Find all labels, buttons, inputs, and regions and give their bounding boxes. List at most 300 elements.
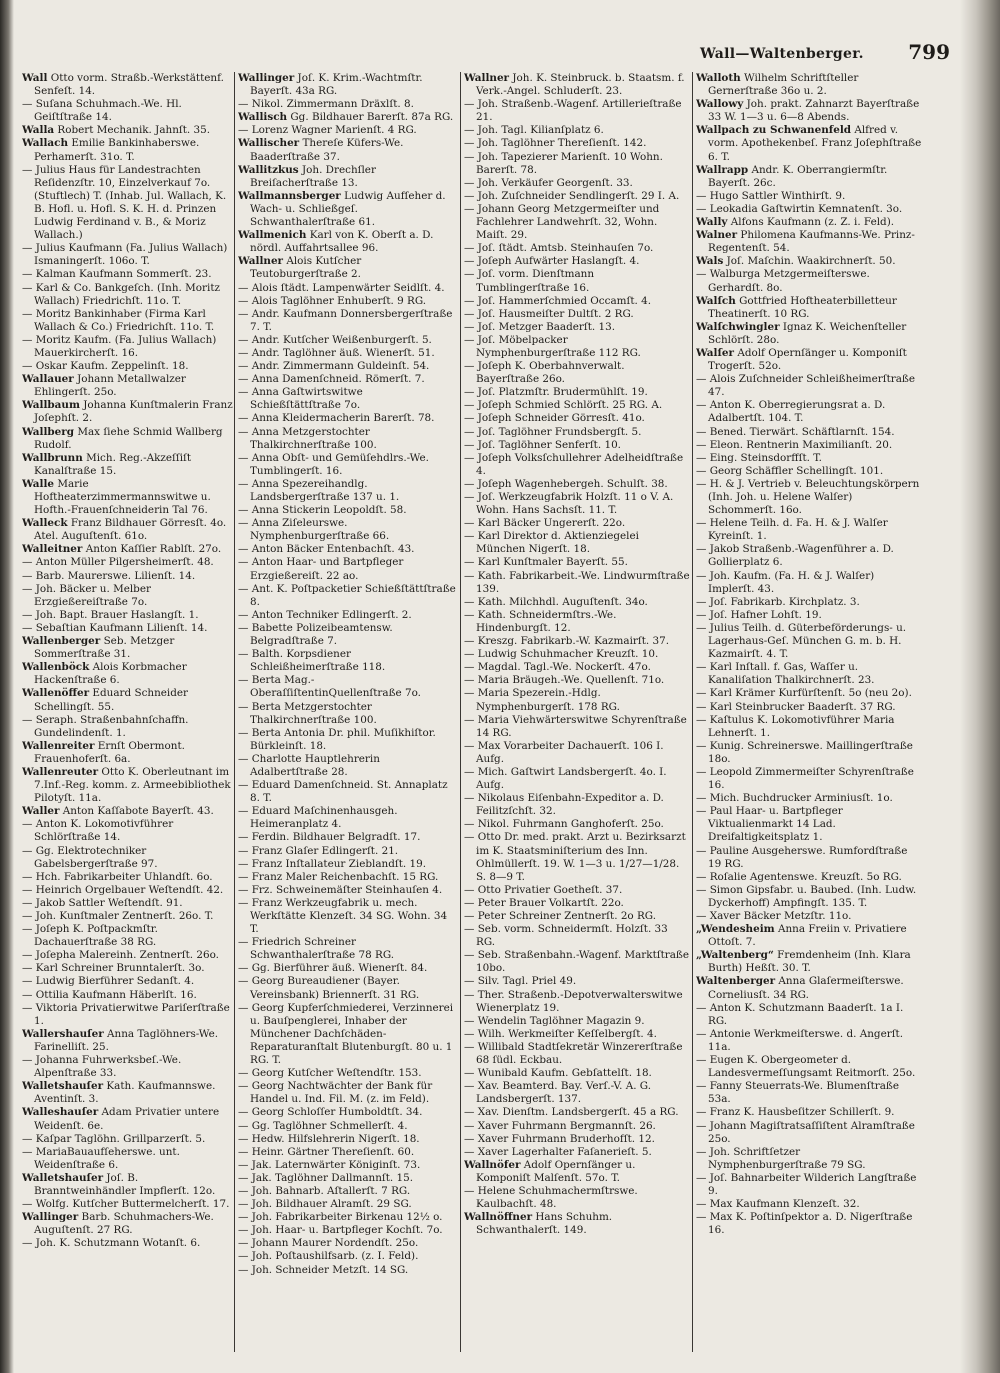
directory-entry	[22, 164, 234, 243]
entry-text: — Maria Viehwärterswitwe Schyrenſtraße 14 RG.	[464, 713, 687, 739]
directory-entry	[464, 295, 690, 308]
directory-entry	[464, 1120, 690, 1133]
directory-entry	[238, 1185, 456, 1198]
entry-surname: Wallisch	[238, 111, 288, 124]
entry-text: — Kaſtulus K. Lokomotivführer Maria Lehnerſt. 1.	[696, 713, 895, 739]
directory-entry	[696, 203, 922, 216]
directory-entry	[22, 923, 234, 949]
entry-surname: Walletshauſer	[22, 1080, 104, 1093]
entry-surname: Wallenreiter	[22, 739, 95, 752]
entry-text: — Johann Maurer Nordendſt. 25o.	[238, 1237, 419, 1250]
entry-text: — Joſ. Taglöhner Senferſt. 10.	[464, 438, 621, 451]
directory-entry	[464, 478, 690, 491]
entry-text: — Joh. Bäcker u. Melber Erzgießereiſtraße 7o.	[22, 582, 151, 608]
directory-entry	[238, 308, 456, 334]
directory-entry	[696, 845, 922, 871]
entry-text: — Anna Stickerin Leopoldſt. 58.	[238, 504, 407, 517]
entry-text: — Frz. Schweinemäſter Steinhauſen 4.	[238, 883, 443, 896]
directory-entry	[464, 740, 690, 766]
directory-entry	[238, 1172, 456, 1185]
directory-entry	[22, 1028, 234, 1054]
directory-entry	[22, 556, 234, 569]
entry-surname: Wals	[696, 255, 724, 268]
entry-text: Kath. Kaufmannswe. Aventinſt. 3.	[34, 1080, 216, 1106]
directory-entry	[696, 792, 922, 805]
directory-entry	[696, 1028, 922, 1054]
directory-entry	[696, 805, 922, 844]
directory-entry	[238, 779, 456, 805]
directory-entry	[22, 1080, 234, 1106]
entry-surname: Wallberg	[22, 425, 75, 438]
directory-entry	[464, 674, 690, 687]
entry-text: — Joſ. Bahnarbeiter Wilderich Langſtraße 9.	[696, 1171, 917, 1197]
directory-entry	[22, 334, 234, 360]
directory-entry	[464, 98, 690, 124]
directory-entry	[238, 753, 456, 779]
directory-entry	[464, 255, 690, 268]
entry-surname: Wallbrunn	[22, 451, 83, 464]
directory-entry	[464, 596, 690, 609]
directory-entry	[464, 151, 690, 177]
entry-surname: Wallenöffer	[22, 687, 90, 700]
entry-text: — Eduard Damenſchneid. St. Annaplatz 8. T.	[238, 779, 448, 805]
directory-entry	[696, 1120, 922, 1146]
directory-entry	[238, 805, 456, 831]
directory-entry	[696, 1080, 922, 1106]
entry-surname: Wallach	[22, 137, 69, 150]
entry-text: — Babette Polizeibeamtensw. Belgradſtraße 7.	[238, 621, 393, 648]
entry-text: — Heinrich Orgelbauer Weſtendſt. 42.	[22, 883, 224, 896]
entry-text: — Wunibald Kaufm. Gebſattelſt. 18.	[464, 1067, 652, 1080]
directory-entry	[238, 543, 456, 556]
directory-entry	[464, 1067, 690, 1080]
entry-text: — Franz Maler Reichenbachſt. 15 RG.	[238, 870, 439, 883]
directory-column-4	[696, 72, 922, 1362]
directory-entry	[464, 439, 690, 452]
directory-entry	[696, 740, 922, 766]
entry-text: — Maria Spezerein.-Hdlg. Nymphenburgerſt. 178 RG.	[464, 687, 620, 713]
entry-surname: Walner	[696, 229, 738, 242]
directory-entry	[464, 124, 690, 137]
page-header	[700, 40, 950, 68]
entry-surname: Walle	[22, 477, 55, 490]
directory-entry	[696, 543, 922, 569]
directory-entry	[696, 609, 922, 622]
entry-text: — Joſ. Hafner Lohſt. 19.	[696, 608, 822, 621]
directory-entry	[238, 831, 456, 844]
entry-text: — Joſeph K. Oberbahnverwalt. Bayerſtraße 26o.	[464, 360, 625, 386]
entry-text: — Julius Teilh. d. Güterbeförderungs- u. Lagerhaus-Geſ. München G. m. b. H. Kazmairſt. 4. T.	[696, 621, 907, 661]
directory-entry	[464, 714, 690, 740]
entry-text: — Karl Kunſtmaler Bayerſt. 55.	[464, 556, 628, 569]
entry-text: — Ther. Straßenb.-Depotverwalterswitwe Wienerplatz 19.	[464, 988, 683, 1014]
directory-entry	[238, 871, 456, 884]
entry-text: — Anton K. Oberregierungsrat a. D. Adalbertſt. 104. T.	[696, 399, 886, 425]
entry-text: Fremdenheim (Inh. Klara Burth) Heßſt. 30. T.	[708, 949, 911, 975]
entry-text: — Anna Ziſeleurswe. Nymphenburgerſtraße 66.	[238, 517, 390, 543]
directory-entry	[238, 295, 456, 308]
entry-text: — Franz Inſtallateur Zieblandſt. 19.	[238, 857, 427, 870]
directory-entry	[238, 255, 456, 281]
entry-text: Johann Metallwalzer Ehlingerſt. 25o.	[34, 373, 186, 399]
entry-text: — Joſ. Hausmeiſter Dultſt. 2 RG.	[464, 307, 634, 320]
entry-text: — Willibald Stadtſekretär Winzererſtraße 68 ſüdl. Eckbau.	[464, 1040, 683, 1067]
directory-entry	[22, 871, 234, 884]
entry-text: Hans Schuhm. Schwanthalerſt. 149.	[476, 1211, 613, 1237]
directory-entry	[696, 1054, 922, 1080]
entry-text: — Joſeph Schneider Görresſt. 41o.	[464, 412, 645, 425]
entry-text: — Jak. Taglöhner Dallmannſt. 15.	[238, 1171, 414, 1184]
directory-entry	[22, 570, 234, 583]
entry-text: — Karl & Co. Bankgeſch. (Inh. Moritz Wallach) Friedrichſt. 11o. T.	[22, 281, 220, 307]
entry-text: — H. & J. Vertrieb v. Beleuchtungskörpern (Inh. Joh. u. Helene Walſer) Schommerſt. 16o.	[696, 477, 920, 517]
directory-entry	[696, 596, 922, 609]
entry-surname: Wallner	[464, 72, 510, 84]
entry-text: Anton Kaſſabote Bayerſt. 43.	[59, 805, 214, 818]
entry-text: — Andr. Kaufmann Donnersbergerſtraße 7. T.	[238, 307, 453, 333]
entry-text: Otto K. Oberleutnant im 7.Inf.-Reg. komm. z. Armeebibliothek Pilotyſt. 11a.	[34, 765, 231, 805]
directory-entry	[22, 308, 234, 334]
entry-surname: Waller	[22, 805, 60, 818]
entry-text: — Maria Bräugeh.-We. Quellenſt. 71o.	[464, 674, 665, 687]
directory-entry	[464, 399, 690, 412]
entry-surname: Wallischer	[238, 137, 300, 150]
directory-entry	[464, 1028, 690, 1041]
directory-entry	[696, 229, 922, 255]
entry-text: — Otto Privatier Goetheſt. 37.	[464, 883, 623, 896]
entry-surname: Wallershauſer	[22, 1027, 104, 1040]
entry-surname: Wallitzkus	[238, 163, 299, 176]
entry-text: — Max Vorarbeiter Dachauerſt. 106 I. Aufg.	[464, 739, 664, 765]
directory-entry	[696, 1172, 922, 1198]
directory-entry	[238, 190, 456, 229]
directory-entry	[238, 962, 456, 975]
directory-entry	[464, 72, 690, 98]
directory-entry	[238, 845, 456, 858]
directory-entry	[22, 1198, 234, 1211]
entry-text: — Joh. Bapt. Brauer Haslangſt. 1.	[22, 608, 199, 621]
entry-surname: Wallenberger	[22, 635, 101, 648]
entry-text: — Georg Nachtwächter der Bank für Handel u. Ind. Fil. M. (z. im Feld).	[238, 1080, 433, 1106]
directory-entry	[696, 884, 922, 910]
entry-text: — Xaver Bäcker Metzſtr. 11o.	[696, 910, 852, 922]
entry-text: Joſ. B. Branntweinhändler Impflerſt. 12o.	[34, 1171, 216, 1197]
directory-entry	[22, 949, 234, 962]
directory-entry	[464, 949, 690, 975]
directory-entry	[22, 766, 234, 805]
entry-text: — Kath. Schneidermſtrs.-We. Hindenburgſt. 12.	[464, 608, 617, 634]
entry-text: Franz Bildhauer Görresſt. 4o. Atel. Auguſtenſt. 61o.	[34, 517, 227, 543]
entry-surname: Walſer	[696, 346, 735, 359]
entry-text: Adam Privatier untere Weidenſt. 6e.	[34, 1106, 220, 1132]
directory-entry	[238, 111, 456, 124]
directory-entry	[238, 1146, 456, 1159]
directory-entry	[238, 583, 456, 609]
directory-entry	[696, 255, 922, 268]
directory-entry	[464, 1041, 690, 1067]
entry-surname: Wallnöfer	[464, 1158, 521, 1171]
directory-entry	[238, 426, 456, 452]
entry-text: — Julius Kaufmann (Fa. Julius Wallach) Ismaningerſt. 106o. T.	[22, 242, 228, 268]
directory-entry	[696, 399, 922, 425]
entry-text: Joh. prakt. Zahnarzt Bayerſtraße 33 W. 1—3 u. 6—8 Abends.	[708, 98, 920, 124]
entry-text: — Anna Damenſchneid. Römerſt. 7.	[238, 373, 425, 386]
directory-entry	[696, 949, 922, 975]
directory-entry	[464, 426, 690, 439]
entry-surname: Walleck	[22, 517, 68, 530]
directory-entry	[238, 1250, 456, 1263]
directory-entry	[238, 1002, 456, 1067]
entry-text: — Joh. Straßenb.-Wagenf. Artillerieſtraße 21.	[464, 98, 682, 124]
entry-text: — Franz Glaſer Edlingerſt. 21.	[238, 844, 399, 857]
entry-surname: Wallmannsberger	[238, 189, 341, 202]
entry-text: — Seb. Straßenbahn.-Wagenf. Marktſtraße 10bo.	[464, 949, 690, 975]
entry-text: — Joh. Haar- u. Bartpfleger Kochſt. 7o.	[238, 1224, 443, 1237]
entry-surname: Waltenberger	[696, 975, 776, 988]
directory-entry	[464, 334, 690, 360]
entry-text: — Joſ. ſtädt. Amtsb. Steinhauſen 7o.	[464, 242, 654, 255]
directory-entry	[696, 1106, 922, 1119]
page-edge	[960, 0, 1000, 1373]
entry-text: — Karl Schreiner Brunntalerſt. 3o.	[22, 962, 205, 975]
entry-text: — Berta Metzgerstochter Thalkirchnerſtraße 100.	[238, 700, 377, 726]
entry-surname: Wallauer	[22, 373, 74, 386]
directory-entry	[22, 72, 234, 98]
entry-text: — Joſepha Malereinh. Zentnerſt. 26o.	[22, 949, 219, 962]
entry-text: — Mich. Gaſtwirt Landsbergerſt. 4o. I. Aufg.	[464, 765, 667, 792]
entry-text: — Andr. Zimmermann Guldeinſt. 54.	[238, 360, 430, 373]
entry-text: — Joſeph Aufwärter Haslangſt. 4.	[464, 255, 640, 268]
entry-text: — Georg Kupferſchmiederei, Verzinnerei u. Bauſpenglerei, Inhaber der Münchener Dachſchäden-Reparaturanſtalt Blutenburgſt. 80 u. 1 RG. T.	[238, 1001, 454, 1067]
entry-text: — Joſ. Hammerſchmied Occamſt. 4.	[464, 294, 652, 307]
entry-text: — Anna Spezereihandlg. Landsbergerſtraße 137 u. 1.	[238, 477, 400, 503]
directory-entry	[696, 701, 922, 714]
entry-text: — Joh. Tagl. Kilianſplatz 6.	[464, 124, 604, 137]
entry-text: — Johann Georg Metzgermeiſter und Fachlehrer Landwehrſt. 32, Wohn. Maiſt. 29.	[464, 202, 660, 242]
directory-entry	[22, 543, 234, 556]
entry-text: Anna Glaſermeiſterswe. Corneliusſt. 34 RG.	[708, 975, 904, 1001]
directory-entry	[464, 989, 690, 1015]
directory-entry	[238, 373, 456, 386]
entry-text: — Andr. Taglöhner äuß. Wienerſt. 51.	[238, 346, 435, 359]
entry-text: Marie Hoftheaterzimmermannswitwe u. Hofth.-Frauenſchneiderin Tal 76.	[34, 477, 211, 517]
entry-text: — Andr. Kutſcher Weißenburgerſt. 5.	[238, 333, 432, 346]
directory-entry	[22, 282, 234, 308]
entry-text: — Joſ. Metzger Baaderſt. 13.	[464, 320, 616, 333]
entry-text: Karl von K. Oberſt a. D. nördl. Auffahrtsallee 96.	[250, 229, 434, 255]
entry-text: — Joh. K. Schutzmann Wotanſt. 6.	[22, 1237, 201, 1250]
entry-text: — Joh. Zuſchneider Sendlingerſt. 29 I. A.	[464, 189, 680, 202]
directory-entry	[696, 452, 922, 465]
entry-text: — Nikol. Zimmermann Dräxlſt. 8.	[238, 98, 414, 111]
entry-text: — Joſ. Platzmſtr. Brudermühlſt. 19.	[464, 386, 648, 399]
directory-entry	[696, 975, 922, 1001]
entry-text: Eduard Schneider Schellingſt. 55.	[34, 687, 189, 713]
entry-text: — Joh. Poſtaushilfsarb. (z. I. Feld).	[238, 1250, 419, 1263]
directory-entry	[238, 504, 456, 517]
entry-text: — Joſ. Werkzeugfabrik Holzſt. 11 o V. A. Wohn. Hans Sachsſt. 11. T.	[464, 491, 674, 517]
directory-entry	[22, 124, 234, 137]
directory-entry	[464, 452, 690, 478]
directory-entry	[696, 465, 922, 478]
directory-entry	[22, 517, 234, 543]
directory-entry	[464, 661, 690, 674]
entry-text: — Joh. Verkäufer Georgenſt. 33.	[464, 176, 633, 189]
entry-text: — Anton Haar- und Bartpfleger Erzgießereiſt. 22 ao.	[238, 556, 404, 582]
entry-text: Alfred v. vorm. Apothekenbeſ. Franz Joſephſtraße 6. T.	[708, 124, 922, 163]
directory-entry	[464, 570, 690, 596]
directory-entry	[696, 295, 922, 321]
directory-entry	[22, 818, 234, 844]
directory-entry	[22, 740, 234, 766]
entry-text: — Anna Obſt- und Gemüſehdlrs.-We. Tumblingerſt. 16.	[238, 451, 429, 477]
entry-text: — Bened. Tierwärt. Schäftlarnſt. 154.	[696, 425, 895, 438]
directory-entry	[22, 1211, 234, 1237]
entry-text: — Joh. Bahnarb. Aſtallerſt. 7 RG.	[238, 1184, 411, 1197]
entry-surname: Walla	[22, 124, 55, 137]
directory-entry	[464, 177, 690, 190]
directory-entry	[696, 321, 922, 347]
entry-text: — Leokadia Gaſtwirtin Kemnatenſt. 3o.	[696, 202, 903, 215]
directory-entry	[238, 1159, 456, 1172]
directory-entry	[238, 386, 456, 412]
entry-text: — Hedw. Hilfslehrerin Nigerſt. 18.	[238, 1132, 420, 1145]
entry-text: — Kath. Milchhdl. Auguſtenſt. 34o.	[464, 595, 648, 608]
directory-entry	[22, 1106, 234, 1132]
entry-text: — Peter Brauer Volkartſt. 22o.	[464, 896, 624, 909]
entry-text: Robert Mechanik. Jahnſt. 35.	[54, 124, 211, 137]
entry-surname: Wallenreuter	[22, 765, 99, 778]
directory-column-2	[238, 72, 456, 1362]
directory-entry	[696, 714, 922, 740]
directory-entry	[22, 884, 234, 897]
directory-entry	[696, 439, 922, 452]
entry-text: — Seraph. Straßenbahnſchaffn. Gundelindenſt. 1.	[22, 713, 189, 739]
directory-entry	[22, 1133, 234, 1146]
entry-text: Thereſe Küfers-We. Baaderſtraße 37.	[250, 137, 404, 163]
entry-text: Max ſiehe Schmid Wallberg Rudolf.	[34, 425, 223, 451]
directory-entry	[238, 334, 456, 347]
directory-entry	[238, 556, 456, 582]
entry-text: — Viktoria Privatierwitwe Pariſerſtraße 1.	[22, 1001, 230, 1027]
entry-text: — Eleon. Rentnerin Maximilianſt. 20.	[696, 438, 893, 451]
directory-entry	[238, 478, 456, 504]
directory-entry	[22, 452, 234, 478]
entry-text: — Xaver Lagerhalter Faſanerieſt. 5.	[464, 1145, 652, 1158]
directory-entry	[22, 687, 234, 713]
column-rule	[460, 72, 461, 1352]
entry-text: — Barb. Maurerswe. Lilienſt. 14.	[22, 569, 196, 582]
entry-text: — Helene Teilh. d. Fa. H. & J. Walſer Kyreinſt. 1.	[696, 517, 888, 543]
entry-text: — Georg Schloſſer Humboldtſt. 34.	[238, 1106, 423, 1119]
entry-surname: Walletshauſer	[22, 1171, 104, 1184]
entry-text: — Joſeph Schmied Schlörſt. 25 RG. A.	[464, 399, 663, 412]
column-rule	[234, 72, 235, 1352]
directory-column-1	[22, 72, 234, 1362]
entry-surname: „Wendesheim	[696, 923, 775, 936]
directory-entry	[238, 1106, 456, 1119]
entry-text: — Max K. Poſtinſpektor a. D. Nigerſtraße 16.	[696, 1211, 913, 1237]
directory-entry	[238, 347, 456, 360]
entry-text: — Anton K. Lokomotivführer Schlörſtraße 14.	[22, 818, 174, 844]
entry-text: — Nikol. Fuhrmann Ganghoferſt. 25o.	[464, 818, 664, 831]
directory-entry	[696, 216, 922, 229]
entry-surname: Wallinger	[22, 1211, 79, 1224]
entry-text: — Karl Inſtall. f. Gas, Waſſer u. Kanaliſation Thalkirchnerſt. 23.	[696, 661, 875, 687]
entry-text: — Lorenz Wagner Marienſt. 4 RG.	[238, 124, 417, 137]
entry-text: — Suſana Schuhmach.-We. Hl. Geiſtſtraße 14.	[22, 98, 182, 124]
entry-text: Adolf Opernſänger u. Komponiſt Trogerſt. 52o.	[708, 346, 907, 373]
directory-entry	[696, 517, 922, 543]
entry-text: — Leopold Zimmermeiſter Schyrenſtraße 16.	[696, 765, 914, 792]
entry-text: — Karl Steinbrucker Baaderſt. 37 RG.	[696, 700, 896, 713]
entry-text: Mich. Reg.-Akzeſſiſt Kanalſtraße 15.	[34, 451, 192, 477]
entry-text: — Moritz Kaufm. (Fa. Julius Wallach) Mauerkircherſt. 16.	[22, 333, 217, 359]
entry-text: — Balth. Korpsdiener Schleißheimerſtraße 118.	[238, 648, 386, 674]
entry-text: Alois Kutſcher Teutoburgerſtraße 2.	[250, 255, 362, 281]
entry-text: — Eing. Steinsdorffſt. T.	[696, 451, 822, 464]
entry-text: — Paul Haar- u. Bartpfleger Viktualienmarkt 14 Lad. Dreifaltigkeitsplatz 1.	[696, 805, 843, 844]
directory-entry	[238, 229, 456, 255]
directory-entry	[22, 661, 234, 687]
entry-text: — Johanna Fuhrwerksbeſ.-We. Alpenſtraße 33.	[22, 1054, 182, 1080]
entry-surname: Walleshauſer	[22, 1106, 99, 1119]
entry-text: — Eduard Maſchinenhausgeh. Heimeranplatz 4.	[238, 805, 398, 831]
directory-entry	[22, 478, 234, 517]
directory-entry	[696, 98, 922, 124]
entry-text: — Gg. Bierführer äuß. Wienerſt. 84.	[238, 962, 428, 975]
entry-surname: Walloth	[696, 72, 741, 84]
directory-entry	[22, 805, 234, 818]
entry-text: — Anton Techniker Edlingerſt. 2.	[238, 608, 412, 621]
entry-surname: „Waltenberg“	[696, 949, 774, 962]
directory-entry	[464, 1015, 690, 1028]
directory-entry	[464, 1211, 690, 1237]
entry-text: Barb. Schuhmachers-We. Auguſtenſt. 27 RG.	[34, 1211, 214, 1237]
entry-text: — Charlotte Hauptlehrerin Adalbertſtraße 28.	[238, 752, 380, 778]
page-number: 799	[908, 40, 950, 64]
entry-text: Adolf Opernſänger u. Komponiſt Malſenſt. 57o. T.	[476, 1158, 636, 1184]
entry-text: — Kreszg. Fabrikarb.-W. Kazmairſt. 37.	[464, 635, 670, 648]
entry-surname: Wallrapp	[696, 163, 749, 176]
entry-text: Joſ. Maſchin. Waakirchnerſt. 50.	[723, 255, 896, 268]
entry-text: Anna Taglöhners-We. Farinelliſt. 25.	[34, 1027, 219, 1053]
directory-entry	[238, 452, 456, 478]
entry-text: — Helene Schuhmachermſtrswe. Kaulbachſt. 48.	[464, 1184, 638, 1211]
directory-entry	[464, 1159, 690, 1185]
directory-entry	[238, 1211, 456, 1224]
directory-entry	[22, 399, 234, 425]
entry-text: — Oskar Kaufm. Zeppelinſt. 18.	[22, 360, 189, 373]
entry-text: — Georg Schäffler Schellingſt. 101.	[696, 464, 884, 477]
entry-text: — Seb. vorm. Schneidermſt. Holzſt. 33 RG.	[464, 923, 668, 949]
directory-entry	[238, 137, 456, 163]
directory-entry	[464, 1080, 690, 1106]
directory-entry	[238, 701, 456, 727]
entry-text: — MariaBauaufſeherswe. unt. Weidenſtraße 6.	[22, 1145, 180, 1171]
directory-entry	[464, 818, 690, 831]
directory-column-3	[464, 72, 690, 1362]
entry-text: — Gg. Taglöhner Schmellerſt. 4.	[238, 1119, 408, 1132]
entry-text: — Antonie Werkmeiſterswe. d. Angerſt. 11a.	[696, 1027, 904, 1053]
entry-text: — Ottilia Kaufmann Häberlſt. 16.	[22, 988, 197, 1001]
directory-entry	[464, 360, 690, 386]
directory-entry	[238, 975, 456, 1001]
entry-text: — Xav. Dienſtm. Landsbergerſt. 45 a RG.	[464, 1106, 679, 1119]
directory-entry	[22, 242, 234, 268]
directory-entry	[238, 897, 456, 936]
entry-surname: Wall	[22, 72, 48, 84]
